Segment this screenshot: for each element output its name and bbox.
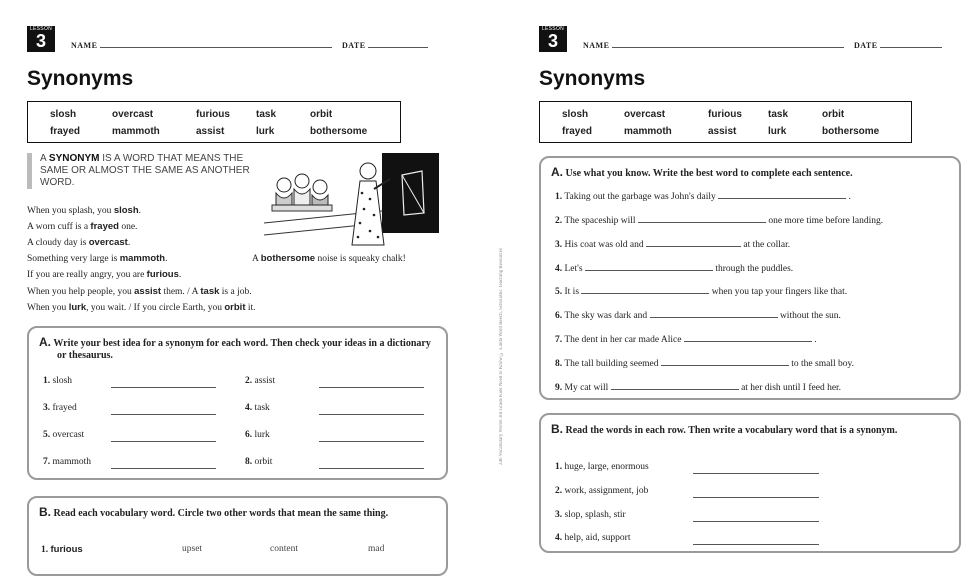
answer-line[interactable] [111,433,216,442]
answer-line[interactable] [319,379,424,388]
vocab-word: orbit [822,109,845,120]
sentence-item: 2. The spaceship will one more time before landing. [555,216,884,226]
name-label: NAME [583,41,610,50]
answer-line[interactable] [693,513,819,522]
synonym-item: 8. orbit [245,457,273,467]
lesson-badge: LESSON 3 [539,26,567,52]
name-label: NAME [71,41,98,50]
answer-line[interactable] [646,238,741,247]
sentence-item: 3. His coat was old and at the collar. [555,240,791,250]
section-b-instruction: B. Read each vocabulary word. Circle two other words that mean the same thing. [39,505,389,519]
synonym-item: 6. lurk [245,430,270,440]
page-title: Synonyms [27,67,134,90]
lesson-badge: LESSON 3 [27,26,55,52]
section-a-sentence-panel [539,156,961,400]
synonym-item: 2. assist [245,376,276,386]
vocab-word: mammoth [624,126,672,137]
classroom-illustration-icon [264,153,439,249]
vocab-word: bothersome [822,126,880,137]
copyright-spine-text: 240 Vocabulary Words 3rd Grade Kids Need to Know © Linda Ward Beech, Scholastic Teaching Resources [499,248,504,465]
vocab-word: lurk [256,126,275,137]
answer-line[interactable] [319,460,424,469]
circle-item: 1. furious [41,544,83,555]
synonym-item: 7. mammoth [43,457,92,467]
synonym-row: 1. huge, large, enormous [555,462,649,472]
vocab-word: task [768,109,789,120]
word-grid [562,107,922,139]
right-worksheet-page [505,0,975,568]
sentence-item: 8. The tall building seemed to the small boy. [555,359,854,369]
example-sentence: A cloudy day is overcast. [27,237,131,248]
answer-line[interactable] [661,357,789,366]
answer-line[interactable] [693,465,819,474]
date-blank[interactable] [880,40,942,48]
example-sentence: A worn cuff is a frayed one. [27,221,138,232]
left-worksheet-page [0,0,480,568]
name-date-line [583,40,942,50]
vocab-word: slosh [562,109,589,120]
section-a-instruction: A. Write your best idea for a synonym for each word. Then check your ideas in a dictionary or thesaurus. [39,335,431,361]
answer-line[interactable] [581,285,709,294]
vocab-word: orbit [310,109,333,120]
example-sentence: Something very large is mammoth. [27,253,168,264]
synonym-item: 5. overcast [43,430,85,440]
answer-line[interactable] [111,379,216,388]
vocab-word: bothersome [310,126,368,137]
date-label: DATE [341,41,366,50]
sentence-item: 7. The dent in her car made Alice . [555,335,817,345]
word-grid [50,107,410,139]
synonym-item: 3. frayed [43,403,77,413]
synonym-row: 4. help, aid, support [555,533,631,543]
answer-line[interactable] [718,190,846,199]
section-a-synonym-panel [27,326,448,480]
synonym-row: 2. work, assignment, job [555,486,649,496]
answer-line[interactable] [111,460,216,469]
vocab-word: overcast [112,109,154,120]
answer-line[interactable] [638,214,766,223]
answer-line[interactable] [693,536,819,545]
sentence-item: 5. It is when you tap your fingers like that. [555,287,848,297]
choice-word[interactable]: mad [368,544,385,554]
date-label: DATE [853,41,878,50]
vocab-word: mammoth [112,126,160,137]
answer-line[interactable] [684,333,812,342]
vocab-word: frayed [562,126,593,137]
answer-line[interactable] [611,381,739,390]
section-b-circle-panel [27,496,448,576]
sentence-item: 1. Taking out the garbage was John's daily . [555,192,851,202]
name-date-line [71,40,428,50]
synonym-keyword: SYNONYM [48,153,100,164]
synonym-definition: A SYNONYM IS A WORD THAT MEANS THE SAME OR ALMOST THE SAME AS ANOTHER WORD. [27,153,262,189]
answer-line[interactable] [693,489,819,498]
section-b-synonym-panel [539,413,961,553]
synonym-item: 1. slosh [43,376,73,386]
section-a-instruction: A. Use what you know. Write the best word to complete each sentence. [551,165,853,179]
vocab-word: assist [196,126,225,137]
vocabulary-word-box [27,101,401,143]
section-b-instruction: B. Read the words in each row. Then write a vocabulary word that is a synonym. [551,422,898,436]
vocab-word: frayed [50,126,81,137]
illustration-caption: A bothersome noise is squeaky chalk! [252,253,406,264]
page-title: Synonyms [539,67,646,90]
answer-line[interactable] [319,406,424,415]
answer-line[interactable] [650,309,778,318]
vocab-word: lurk [768,126,787,137]
choice-word[interactable]: content [270,544,298,554]
vocab-word: furious [196,109,230,120]
answer-line[interactable] [319,433,424,442]
example-sentence: When you help people, you assist them. / A task is a job. [27,286,252,297]
answer-line[interactable] [111,406,216,415]
synonym-item: 4. task [245,403,270,413]
synonym-row: 3. slop, splash, stir [555,510,626,520]
name-blank[interactable] [100,40,332,48]
example-sentence: If you are really angry, you are furious. [27,269,182,280]
sentence-item: 9. My cat will at her dish until I feed her. [555,383,842,393]
sentence-item: 6. The sky was dark and without the sun. [555,311,841,321]
example-sentence: When you splash, you slosh. [27,205,141,216]
vocabulary-word-box [539,101,912,143]
vocab-word: furious [708,109,742,120]
vocab-word: assist [708,126,737,137]
sentence-item: 4. Let's through the puddles. [555,264,794,274]
vocab-word: task [256,109,277,120]
choice-word[interactable]: upset [182,544,203,554]
vocab-word: slosh [50,109,77,120]
vocab-word: overcast [624,109,666,120]
name-blank[interactable] [612,40,844,48]
example-sentence: When you lurk, you wait. / If you circle Earth, you orbit it. [27,302,256,313]
answer-line[interactable] [585,262,713,271]
date-blank[interactable] [368,40,428,48]
